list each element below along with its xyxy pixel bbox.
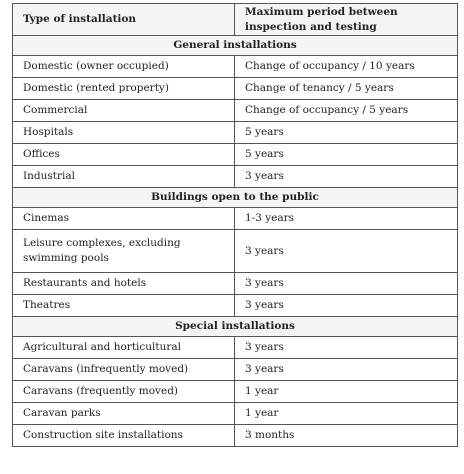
section-header-row xyxy=(13,317,458,337)
section-title: General installations xyxy=(13,36,458,56)
table-header-row xyxy=(13,4,458,36)
table-row xyxy=(13,359,458,381)
table-row xyxy=(13,208,458,230)
table-row xyxy=(13,295,458,317)
max-period-cell: 3 years xyxy=(235,273,458,295)
installation-type-cell: Cinemas xyxy=(13,208,235,230)
max-period-cell: 1-3 years xyxy=(235,208,458,230)
max-period-cell: Change of occupancy / 5 years xyxy=(235,100,458,122)
installation-type-cell: Agricultural and horticultural xyxy=(13,337,235,359)
installation-type-cell: Industrial xyxy=(13,166,235,188)
installation-type-cell: Leisure complexes, excluding swimming pools xyxy=(13,230,235,273)
inspection-period-table xyxy=(12,3,458,447)
table-row xyxy=(13,381,458,403)
max-period-cell: 3 years xyxy=(235,359,458,381)
installation-type-cell: Domestic (owner occupied) xyxy=(13,56,235,78)
max-period-cell: 3 years xyxy=(235,230,458,273)
max-period-cell: Change of tenancy / 5 years xyxy=(235,78,458,100)
max-period-cell: 5 years xyxy=(235,122,458,144)
header-maximum-period: Maximum period between inspection and testing xyxy=(235,4,458,36)
table-row xyxy=(13,230,458,273)
table-row xyxy=(13,100,458,122)
max-period-cell: 3 years xyxy=(235,337,458,359)
installation-type-cell: Restaurants and hotels xyxy=(13,273,235,295)
table-row xyxy=(13,425,458,447)
installation-type-cell: Caravan parks xyxy=(13,403,235,425)
installation-type-cell: Theatres xyxy=(13,295,235,317)
max-period-cell: Change of occupancy / 10 years xyxy=(235,56,458,78)
max-period-cell: 5 years xyxy=(235,144,458,166)
table-row xyxy=(13,403,458,425)
table-row xyxy=(13,144,458,166)
header-type-of-installation: Type of installation xyxy=(13,4,235,36)
installation-type-cell: Caravans (infrequently moved) xyxy=(13,359,235,381)
max-period-cell: 1 year xyxy=(235,403,458,425)
table-row xyxy=(13,122,458,144)
table-row xyxy=(13,273,458,295)
max-period-cell: 3 months xyxy=(235,425,458,447)
installation-type-cell: Construction site installations xyxy=(13,425,235,447)
installation-type-cell: Commercial xyxy=(13,100,235,122)
installation-type-cell: Domestic (rented property) xyxy=(13,78,235,100)
installation-type-cell: Hospitals xyxy=(13,122,235,144)
section-header-row xyxy=(13,188,458,208)
max-period-cell: 3 years xyxy=(235,295,458,317)
table-row xyxy=(13,78,458,100)
max-period-cell: 1 year xyxy=(235,381,458,403)
table-row xyxy=(13,56,458,78)
table-row xyxy=(13,166,458,188)
section-header-row xyxy=(13,36,458,56)
installation-type-cell: Offices xyxy=(13,144,235,166)
installation-type-cell: Caravans (frequently moved) xyxy=(13,381,235,403)
max-period-cell: 3 years xyxy=(235,166,458,188)
section-title: Special installations xyxy=(13,317,458,337)
table-row xyxy=(13,337,458,359)
section-title: Buildings open to the public xyxy=(13,188,458,208)
